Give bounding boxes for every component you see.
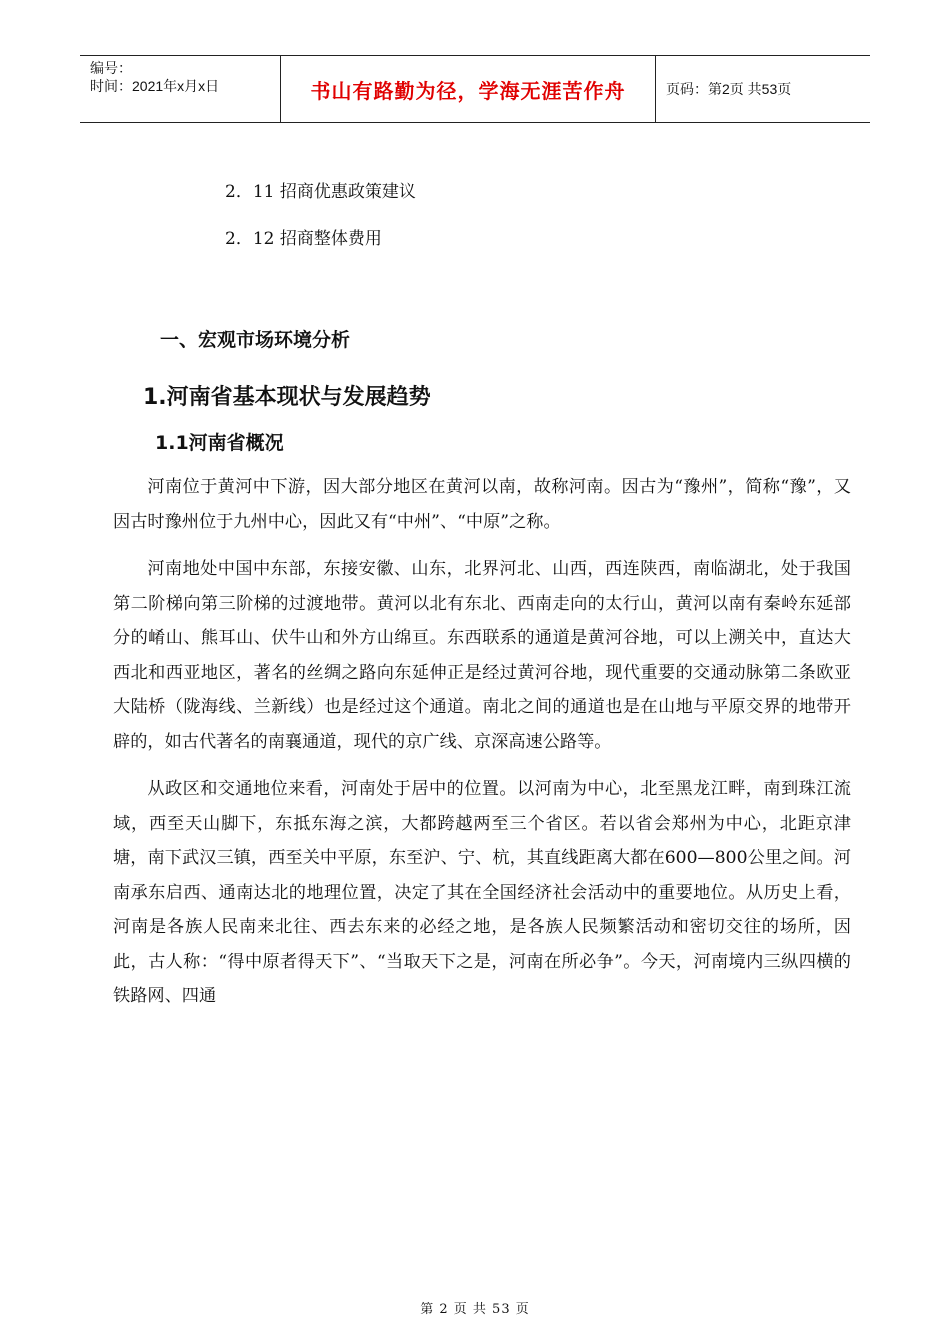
paragraph: 河南位于黄河中下游，因大部分地区在黄河以南，故称河南。因古为“豫州”，简称“豫”，又因古时豫州位于九州中心，因此又有“中州”、“中原”之称。 [113, 477, 851, 532]
paragraph: 河南地处中国中东部，东接安徽、山东，北界河北、山西，西连陕西，南临湖北，处于我国第二阶梯向第三阶梯的过渡地带。黄河以北有东北、西南走向的太行山，黄河以南有秦岭东延部分的崤山、熊耳山、伏牛山和外方山绵亘。东西联系的通道是黄河谷地，可以上溯关中，直达大西北和西亚地区，著名的丝绸之路向东延伸正是经过黄河谷地，现代重要的交通动脉第二条欧亚大陆桥（陇海线、兰新线）也是经过这个通道。南北之间的通道也是在山地与平原交界的地带开辟的，如古代著名的南襄通道，现代的京广线、京深高速公路等。 [113, 559, 851, 752]
toc-item: 2．11 招商优惠政策建议 [225, 182, 416, 202]
paragraph: 从政区和交通地位来看，河南处于居中的位置。以河南为中心，北至黑龙江畔，南到珠江流域，西至天山脚下，东抵东海之滨，大都跨越两至三个省区。若以省会郑州为中心，北距京津塘，南下武汉三镇，西至关中平原，东至沪、宁、杭，其直线距离大都在600—800公里之间。河南承东启西、通南达北的地理位置，决定了其在全国经济社会活动中的重要地位。从历史上看，河南是各族人民南来北往、西去东来的必经之地，是各族人民频繁活动和密切交往的场所，因此，古人称：“得中原者得天下”、“当取天下之是，河南在所必争”。今天，河南境内三纵四横的铁路网、四通 [113, 779, 851, 1006]
time-label: 时间：2021年x月x日 [90, 78, 220, 94]
number-label: 编号： [90, 60, 132, 76]
header-page-info: 页码：第2页 共53页 [666, 81, 792, 97]
toc-item: 2．12 招商整体费用 [225, 229, 382, 249]
header-meta [80, 56, 281, 122]
page-footer: 第 2 页 共 53 页 [420, 1302, 530, 1317]
header-motto: 书山有路勤为径，学海无涯苦作舟 [281, 56, 656, 122]
subsubsection-heading: 1.1河南省概况 [155, 432, 284, 454]
subsection-heading: 1.河南省基本现状与发展趋势 [143, 385, 431, 410]
document-header [80, 55, 870, 123]
body-text [113, 470, 851, 1027]
section-heading: 一、宏观市场环境分析 [160, 329, 351, 351]
